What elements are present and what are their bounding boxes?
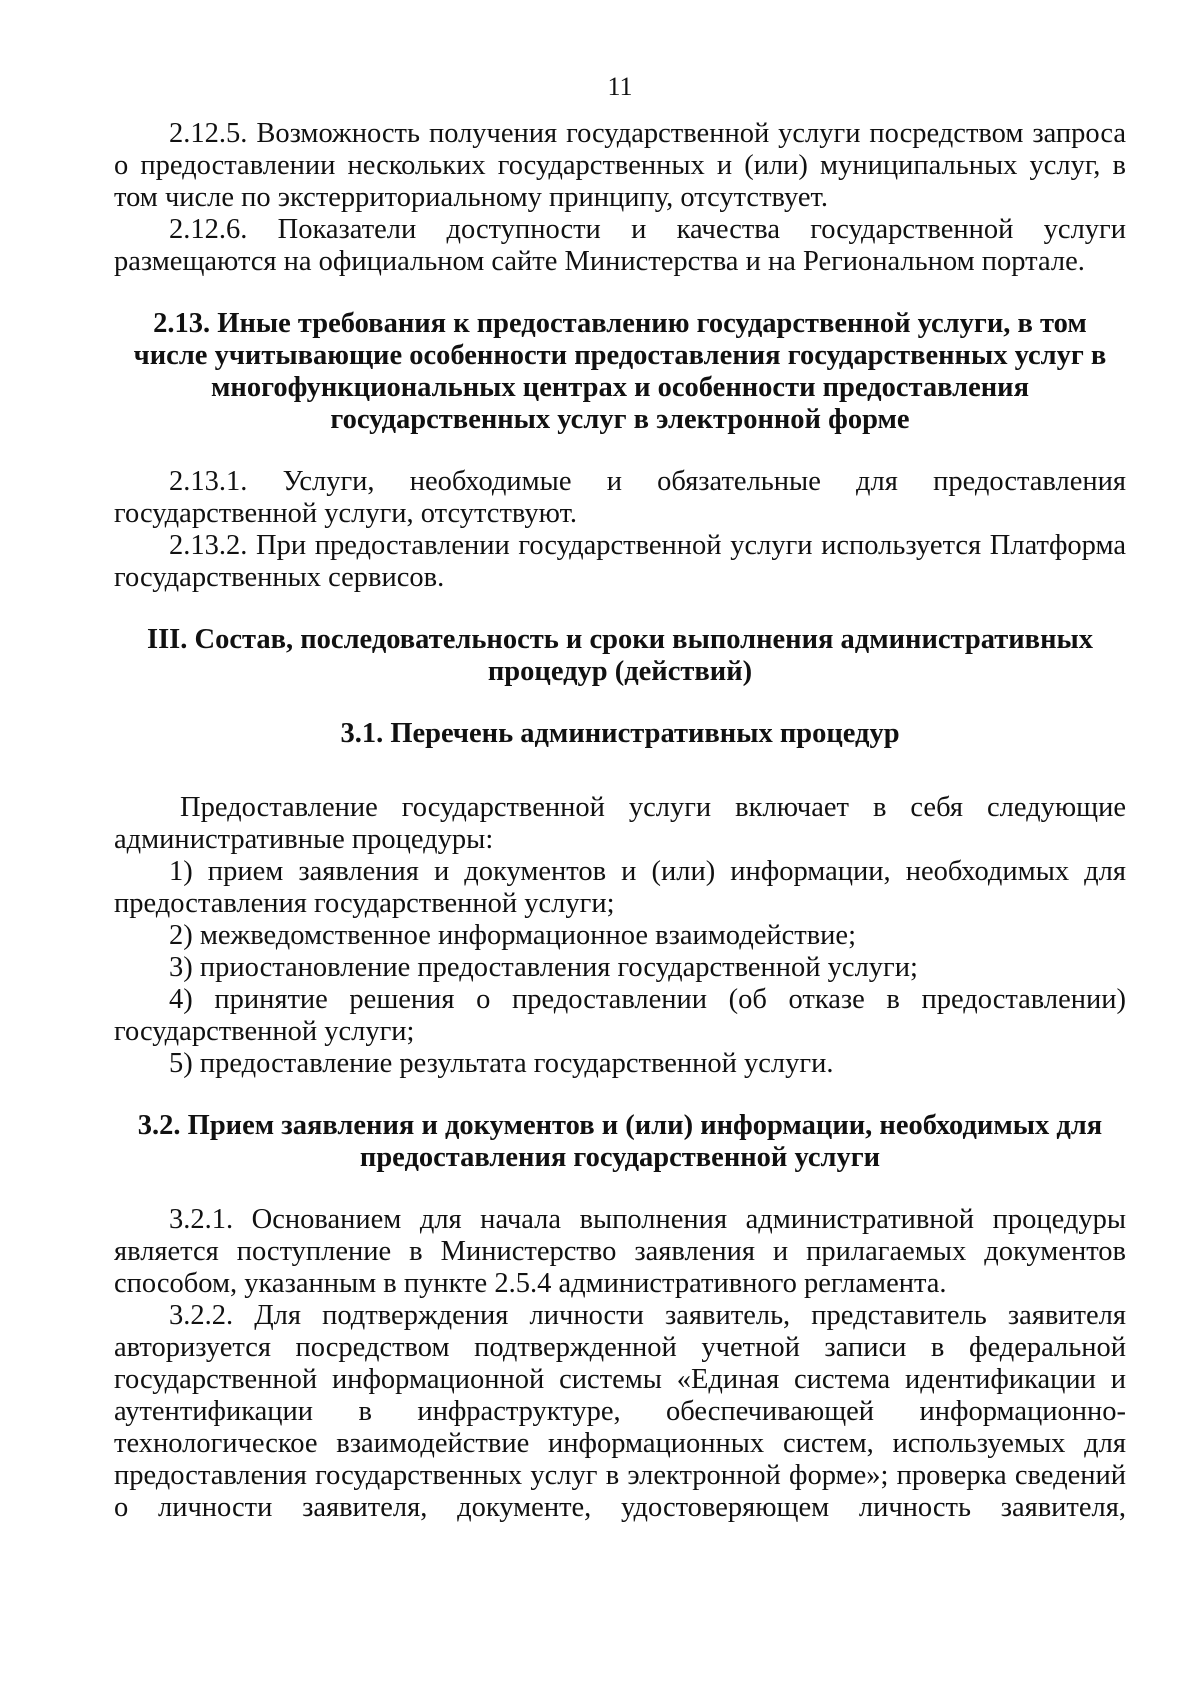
procedure-4: 4) принятие решения о предоставлении (об отказе в предоставлении) государственной услуги; xyxy=(114,984,1126,1047)
page-number: 11 xyxy=(607,72,633,101)
heading-section-3: III. Состав, последовательность и сроки выполнения административных процедур (действий) xyxy=(147,624,1093,687)
heading-2-13: 2.13. Иные требования к предоставлению государственной услуги, в том числе учитывающие особенности предоставления государственных услуг в многофункциональных центрах и особенности предоставления государственных услуг в электронной форме xyxy=(133,308,1107,435)
document-body xyxy=(114,118,1126,1524)
paragraph-2-12-6: 2.12.6. Показатели доступности и качества государственной услуги размещаются на официальном сайте Министерства и на Региональном портале. xyxy=(114,214,1126,277)
procedure-2: 2) межведомственное информационное взаимодействие; xyxy=(169,920,856,951)
heading-3-1: 3.1. Перечень административных процедур xyxy=(340,718,900,749)
paragraph-2-13-2: 2.13.2. При предоставлении государственной услуги используется Платформа государственных сервисов. xyxy=(114,530,1126,593)
procedure-1: 1) прием заявления и документов и (или) информации, необходимых для предоставления государственной услуги; xyxy=(114,856,1126,919)
intro-3-1: Предоставление государственной услуги включает в себя следующие административные процедуры: xyxy=(114,792,1126,855)
paragraph-3-2-1: 3.2.1. Основанием для начала выполнения административной процедуры является поступление в Министерство заявления и прилагаемых документов способом, указанным в пункте 2.5.4 административного регламента. xyxy=(114,1204,1126,1299)
paragraph-2-13-1: 2.13.1. Услуги, необходимые и обязательные для предоставления государственной услуги, отсутствуют. xyxy=(114,466,1126,529)
procedure-3: 3) приостановление предоставления государственной услуги; xyxy=(169,952,918,983)
procedure-5: 5) предоставление результата государственной услуги. xyxy=(169,1048,834,1079)
heading-3-2: 3.2. Прием заявления и документов и (или) информации, необходимых для предоставления государственной услуги xyxy=(137,1110,1103,1173)
paragraph-2-12-5: 2.12.5. Возможность получения государственной услуги посредством запроса о предоставлении нескольких государственных и (или) муниципальных услуг, в том числе по экстерриториальному принципу, отсутствует. xyxy=(114,118,1126,213)
paragraph-3-2-2: 3.2.2. Для подтверждения личности заявитель, представитель заявителя авторизуется посредством подтвержденной учетной записи в федеральной государственной информационной системы «Единая система идентификации и аутентификации в инфраструктуре, обеспечивающей информационно-технологическое взаимодействие информационных систем, используемых для предоставления государственных услуг в электронной форме»; проверка сведений о личности заявителя, документе, удостоверяющем личность заявителя, xyxy=(114,1300,1126,1523)
